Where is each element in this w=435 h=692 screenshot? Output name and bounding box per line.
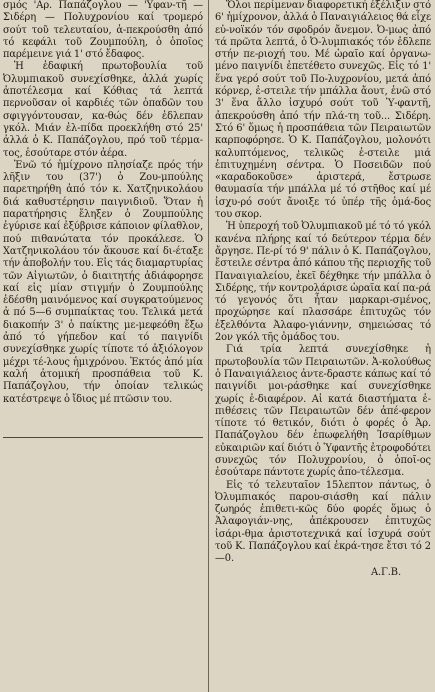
column-end-rule [3,437,203,438]
column-divider [208,0,209,692]
paragraph: Ὅλοι περίμεναν διαφορετική ἐξέλιξιν στό 6' ἡμίχρονον, ἀλλά ὁ Παναιγιάλειος θά εἶχε εὐ-νοϊκόν τόν σφοδρόν ἄνεμον. Ὀ-μως ἀπό τά πρῶτα λεπτά, ὁ Ὀ-λυμπιακός τόν ἐδλεπε στήν πε-ριοχή του. Μέ ὡραῖο καί ὀργανω-μένο παιγνίδι ἐπετέθετο συνεχῶς. Εἰς τό 1' ἕνα γερό σούτ τοῦ Πο-λυχρονίου, μετά ἀπό κόρνερ, ἐ-στειλε τήν μπάλλα ἄουτ, ἐνῶ στό 3' ἕνα ἄλλο ἰσχυρό σούτ τοῦ Ὑ-φαντῆ, ἀπεκρούσθη ἀπό τήν πλά-τη τοῦ... Σιδέρη. Στό 6' ὅμως ἡ προσπάθεια τῶν Πειραιωτῶν καρποφόρησε. Ὁ Κ. Παπάζογλου, μολονότι καλυπτόμενος, τελικῶς ἐ-στειλε μιά ἐπιτυχημένη σέντρα. Ὁ Ποσειδῶν πού «καραδοκοῦσε» ἀριστερά, ἔστρωσε θαυμασία τήν μπάλλα μέ τό στῆθος καί μέ ἰσχυ-ρό σούτ ἄνοιξε τό ὑπέρ τῆς ὁμά-δος του σκορ. [215,0,431,221]
paragraph: Εἰς τό τελευταῖον 15λεπτον πάντως, ὁ Ὀλυμπιακός παρου-σιάσθη καί πάλιν ζωηρός ἐπιθετι-κῶς δύο φορές ὅμως ὁ Ἀλαφογιάν-νης, ἀπέκρουσεν ἐπιτυχῶς ἰσάρι-θμα ἀριστοτεχνικά καί ἰσχυρά σούτ τοῦ Κ. Παπάζογλου καί ἐκρά-τησε ἔτσι τό 2—0. [215,479,431,565]
left-column [3,0,203,406]
paragraph: σμός 'Αρ. Παπάζογλου — 'Υφαν-τῆ — Σιδέρη — Πολυχρονίου καί τρομερό σούτ τοῦ τελευταίου, ἀ-πεκρούσθη ἀπό τό κεφάλι τοῦ Ζουμπούλη, ὁ ὁποῖος παρέμεινε γιά 1' στό ἔδαφος. [3,0,203,61]
paragraph: Γιά τρία λεπτά συνεχίσθηκε ἡ πρωτοβουλία τῶν Πειραιωτῶν. Ἀ-κολούθως ὁ Παναιγιάλειος ἀντε-δραστε κάπως καί τό παιγνίδι μοι-ράσθηκε καί συνεχίσθηκε χωρίς ἐ-διαφέρον. Αἱ κατά διαστήματα ἐ-πιθέσεις τῶν Πειραιωτῶν δέν ἀπέ-φερον τίποτε τό θετικόν, διότι ὁ φορές ὁ Ἀρ. Παπάζογλου δέν ἐπωφελήθη Ἰσαρίθμων εὐκαιριῶν καί διότι ὁ Ὑφαντῆς ἐτροφοδότει συνεχῶς τόν Πολυχρονίου, ὁ ὁποῖ-ος ἐσούταρε πάντοτε χωρίς ἀπο-τέλεσμα. [215,344,431,479]
right-column [215,0,431,579]
paragraph: Ἡ ἐδαφική πρωτοβουλία τοῦ Ὀλυμπιακοῦ συνεχίσθηκε, ἀλλά χωρίς ἀποτέλεσμα καί Κόθιας τά λεπτά περνοῦσαν οἱ καρδιές τῶν ὀπαδῶν του σφιγγόντουσαν, κα-θώς δέν ἐδλεπαν γκόλ. Μιάν ἐλ-πίδα προεκλήθη στό 25' ἀλλά ὁ Κ. Παπάζογλου, πρό τοῦ τέρμα-τος, ἐσούταρε στόν ἀέρα. [3,61,203,159]
author-signature: Α.Γ.Β. [370,566,401,578]
paragraph: Ἐνῶ τό ἡμίχρονο πλησίαζε πρός τήν λῆξιν του (37') ὁ Ζου-μπούλης παρετηρήθη ἀπό τόν κ. Χατζηνικολάου διά καθυστέρησιν παιγνιδιοῦ. Ὅταν ἡ παρατήρησις ἔληξεν ὁ Ζουμπούλης ἐγύρισε καί ἐξύβρισε κάποιον φίλαθλον, πού πιθανώτατα τόν προκάλεσε. Ὁ Χατζηνικολάου τόν ἄκουσε καί δι-έταξε τήν ἀποβολήν του. Εἰς τάς διαμαρτυρίας τῶν Αἰγιωτῶν, ὁ διαιτητής ἀδιάφορησε καί εἰς μίαν στιγμήν ὁ Ζουμπούλης ἐδέσθη μαινόμενος καί συγκρατούμενος ἀ πό 5—6 συμπαίκτας του. Τελικά μετά διακοπήν 3' ὁ παίκτης με-μεφεόθη ἔξω ἀπό τό γήπεδον καί τό παιγνίδι συνεχίσθηκε χωρίς τίποτε τό ἀξιόλογον μέχρι τέ-λους ἡμιχρόνου. Ἐκτός ἀπό μία καλή ἀτομική προσπάθεια τοῦ Κ. Παπάζογλου, τήν ὁποίαν τελικώς κατέστρεψε ὁ ἴδιος μέ πτῶσιν του. [3,159,203,405]
paragraph: Ἡ ὑπεροχή τοῦ Ὀλυμπιακοῦ μέ τό τό γκόλ κανένα πλήρης καί τό δεύτερον τέρμα δέν ἄργησε. Πε-ρί τό 9' πάλιν ὁ Κ. Παπάζογλου, ἔστειλε σέντρα ἀπό κάπου τῆς περιοχῆς τοῦ Παναιγιαλείου, ἐκεῖ δέχθηκε τήν μπάλλα ὁ Σιδέρης, τήν κοντρολάρισε ὡραῖα καί πα-ρά τό γεγονός ὅτι ἦταν μαρκαρι-σμένος, προχώρησε καί πλασσάρε ἐπιτυχῶς τόν ἐξελθόντα Ἀλαφο-γιάννην, σημειώσας τό 2ον γκόλ τῆς ὁμάδος του. [215,221,431,344]
